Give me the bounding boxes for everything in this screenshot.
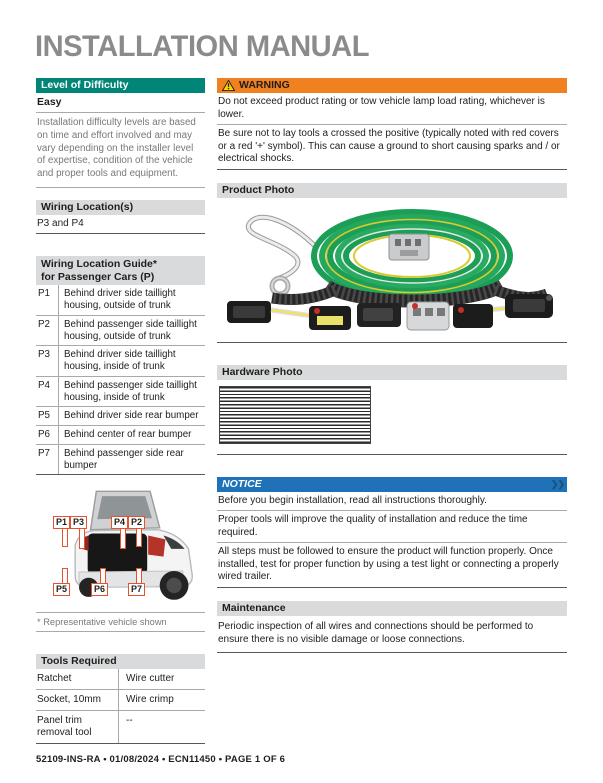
product-photo-image	[217, 198, 567, 338]
difficulty-level: Easy	[36, 93, 205, 113]
table-row	[36, 445, 205, 476]
vehicle-callout-p5: P5	[53, 583, 70, 596]
tool-cell: Socket, 10mm	[36, 690, 119, 710]
location-code: P7	[36, 445, 59, 475]
notice-item: All steps must be followed to ensure the product will function properly. Once installed, test for proper function by using a test light or connecting a properly wired trailer.	[217, 543, 567, 588]
hardware-photo-header: Hardware Photo	[217, 365, 567, 380]
maintenance-header: Maintenance	[217, 601, 567, 616]
location-code: P6	[36, 426, 59, 444]
wiring-location-section	[36, 200, 205, 235]
warning-header	[217, 78, 567, 93]
vehicle-callout-p2: P2	[128, 516, 145, 529]
difficulty-section	[36, 78, 205, 188]
maintenance-section	[217, 601, 567, 653]
difficulty-header: Level of Difficulty	[36, 78, 205, 93]
footer-docinfo: 52109-INS-RA • 01/08/2024 • ECN11450 • PAGE 1 OF 6	[36, 754, 286, 765]
table-row	[36, 377, 205, 408]
tools-header: Tools Required	[36, 654, 205, 669]
table-row	[36, 669, 205, 690]
vehicle-callout-p3: P3	[70, 516, 87, 529]
location-desc: Behind driver side rear bumper	[64, 410, 199, 422]
product-photo-section	[217, 183, 567, 343]
warning-box	[217, 78, 567, 170]
wiring-location-value: P3 and P4	[36, 215, 205, 235]
notice-header	[217, 477, 567, 492]
location-desc: Behind passenger side taillight housing, outside of trunk	[64, 318, 197, 342]
location-guide-header	[36, 256, 205, 285]
product-photo	[217, 198, 567, 343]
table-row	[36, 285, 205, 316]
vehicle-callout-p1: P1	[53, 516, 70, 529]
callout-stem	[136, 528, 142, 547]
tool-cell: --	[126, 715, 133, 727]
location-code: P1	[36, 285, 59, 315]
hardware-photo	[217, 380, 567, 455]
right-column	[217, 78, 567, 744]
chevron-right-icon: ❯❯	[550, 478, 564, 489]
notice-item: Before you begin installation, read all instructions thoroughly.	[217, 492, 567, 512]
location-desc: Behind driver side taillight housing, outside of trunk	[64, 288, 176, 312]
location-guide-header-line2: for Passenger Cars (P)	[41, 270, 155, 283]
tool-cell: Ratchet	[36, 669, 119, 689]
vehicle-figure	[36, 484, 205, 612]
location-desc: Behind passenger side taillight housing, inside of trunk	[64, 379, 197, 403]
notice-header-label: NOTICE	[222, 477, 262, 490]
notice-item: Proper tools will improve the quality of installation and reduce the time required.	[217, 511, 567, 543]
notice-box	[217, 477, 567, 588]
callout-stem	[120, 528, 126, 549]
tools-section	[36, 654, 205, 744]
location-code: P2	[36, 316, 59, 346]
tool-cell: Wire crimp	[126, 694, 174, 706]
vehicle-callout-p4: P4	[111, 516, 128, 529]
location-code: P4	[36, 377, 59, 407]
vehicle-callout-p7: P7	[128, 583, 145, 596]
tool-cell: Panel trim removal tool	[36, 711, 119, 743]
hardware-photo-section	[217, 365, 567, 455]
location-code: P3	[36, 346, 59, 376]
location-desc: Behind passenger side rear bumper	[64, 447, 184, 471]
tool-cell: Wire cutter	[126, 673, 175, 685]
location-code: P5	[36, 407, 59, 425]
difficulty-note: Installation difficulty levels are based on time and effort involved and may vary depending on the installer level of expertise, condition of the vehicle and proper tools and equipment.	[36, 113, 205, 188]
table-row	[36, 407, 205, 426]
cable-ties-image	[219, 386, 371, 444]
product-photo-header: Product Photo	[217, 183, 567, 198]
page-title: INSTALLATION MANUAL	[35, 30, 370, 63]
warning-item: Be sure not to lay tools a crossed the positive (typically noted with red covers or a red '+' symbol). This can cause a ground to short causing sparks and / or electrical shocks.	[217, 125, 567, 170]
callout-stem	[79, 528, 85, 549]
vehicle-caption: * Representative vehicle shown	[36, 612, 205, 632]
left-column	[36, 78, 205, 744]
location-desc: Behind driver side taillight housing, inside of trunk	[64, 349, 176, 373]
location-guide-header-line1: Wiring Location Guide*	[41, 258, 157, 271]
table-row	[36, 690, 205, 711]
location-desc: Behind center of rear bumper	[64, 429, 192, 441]
warning-header-label: WARNING	[239, 79, 290, 91]
warning-icon	[222, 80, 235, 91]
location-guide-section	[36, 256, 205, 475]
warning-item: Do not exceed product rating or tow vehicle lamp load rating, whichever is lower.	[217, 93, 567, 125]
table-row	[36, 316, 205, 347]
table-row	[36, 346, 205, 377]
wiring-location-header: Wiring Location(s)	[36, 200, 205, 215]
maintenance-text: Periodic inspection of all wires and connections should be performed to ensure there is no visible damage or loose connections.	[218, 620, 534, 645]
vehicle-callout-p6: P6	[91, 583, 108, 596]
table-row	[36, 711, 205, 744]
callout-stem	[62, 528, 68, 547]
content-columns	[36, 78, 567, 744]
table-row	[36, 426, 205, 445]
